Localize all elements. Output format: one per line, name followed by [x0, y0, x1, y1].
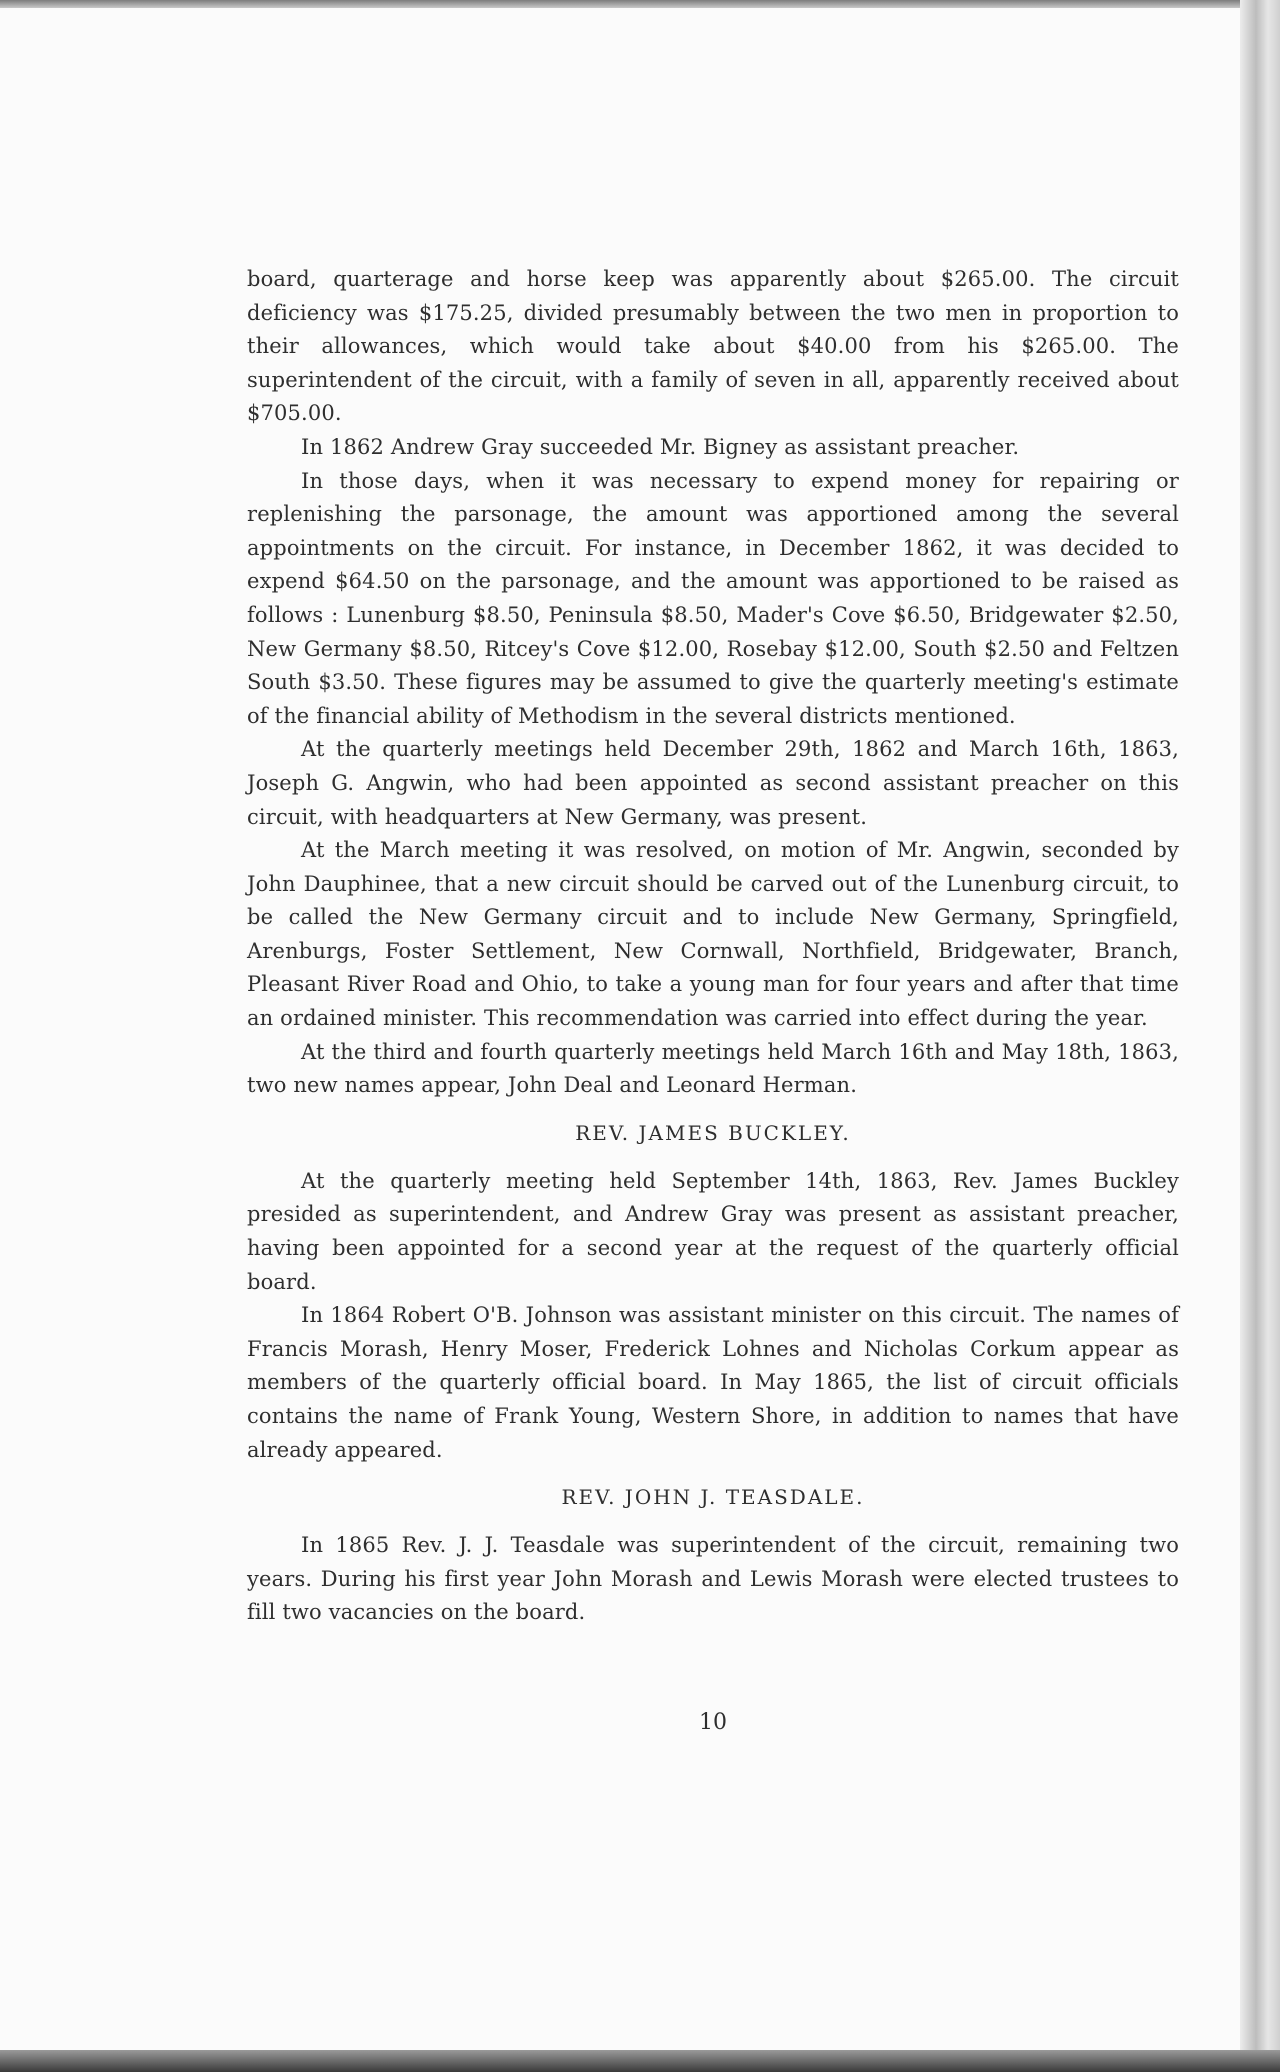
paragraph-continued: board, quarterage and horse keep was apparently about $265.00. The circuit deficiency was $175.25, divided presumably between the two men in proportion to their allowances, which would take about $40.00 from his $265.00. The superintendent of the circuit, with a family of seven in all, apparently received about $705.00.: [247, 267, 1179, 426]
paragraph: In 1862 Andrew Gray succeeded Mr. Bigney as assistant preacher.: [301, 434, 1020, 459]
scan-bottom-edge: [0, 2050, 1280, 2072]
scan-top-edge: [0, 0, 1280, 8]
page-number: 10: [699, 1710, 727, 1735]
page-body: [247, 263, 1179, 1630]
paragraph: In those days, when it was necessary to expend money for repairing or replenishing the parsonage, the amount was apportioned among the several appointments on the circuit. For instance, in December 1862, it was decided to expend $64.50 on the parsonage, and the amount was apportioned to be raised as follows : Lunenburg $8.50, Peninsula $8.50, Mader's Cove $6.50, Bridgewater $2.50, New Germany $8.50, Ritcey's Cove $12.00, Rosebay $12.00, South $2.50 and Feltzen South $3.50. These figures may be assumed to give the quarterly meeting's estimate of the financial ability of Methodism in the several districts mentioned.: [247, 468, 1179, 728]
paragraph: In 1864 Robert O'B. Johnson was assistant minister on this circuit. The names of Francis Morash, Henry Moser, Frederick Lohnes and Nicholas Corkum appear as members of the quarterly official board. In May 1865, the list of circuit officials contains the name of Frank Young, Western Shore, in addition to names that have already appeared.: [247, 1303, 1179, 1462]
paragraph: At the third and fourth quarterly meetings held March 16th and May 18th, 1863, two new names appear, John Deal and Leonard Herman.: [247, 1039, 1179, 1098]
paragraph: At the quarterly meeting held September 14th, 1863, Rev. James Buckley presided as superintendent, and Andrew Gray was present as assistant preacher, having been appointed for a second year at the request of the quarterly official board.: [247, 1168, 1179, 1294]
paragraph: At the March meeting it was resolved, on motion of Mr. Angwin, seconded by John Dauphinee, that a new circuit should be carved out of the Lunenburg circuit, to be called the New Germany circuit and to include New Germany, Springfield, Arenburgs, Foster Settlement, New Cornwall, Northfield, Bridgewater, Branch, Pleasant River Road and Ohio, to take a young man for four years and after that time an ordained minister. This recommendation was carried into effect during the year.: [247, 838, 1179, 1031]
paragraph: In 1865 Rev. J. J. Teasdale was superintendent of the circuit, remaining two years. During his first year John Morash and Lewis Morash were elected trustees to fill two vacancies on the board.: [247, 1533, 1179, 1625]
section-heading-james-buckley: REV. JAMES BUCKLEY.: [575, 1120, 851, 1145]
paragraph: At the quarterly meetings held December 29th, 1862 and March 16th, 1863, Joseph G. Angwin, who had been appointed as second assistant preacher on this circuit, with headquarters at New Germany, was present.: [247, 737, 1179, 829]
section-heading-john-teasdale: REV. JOHN J. TEASDALE.: [561, 1485, 865, 1510]
scan-right-edge: [1240, 0, 1280, 2072]
